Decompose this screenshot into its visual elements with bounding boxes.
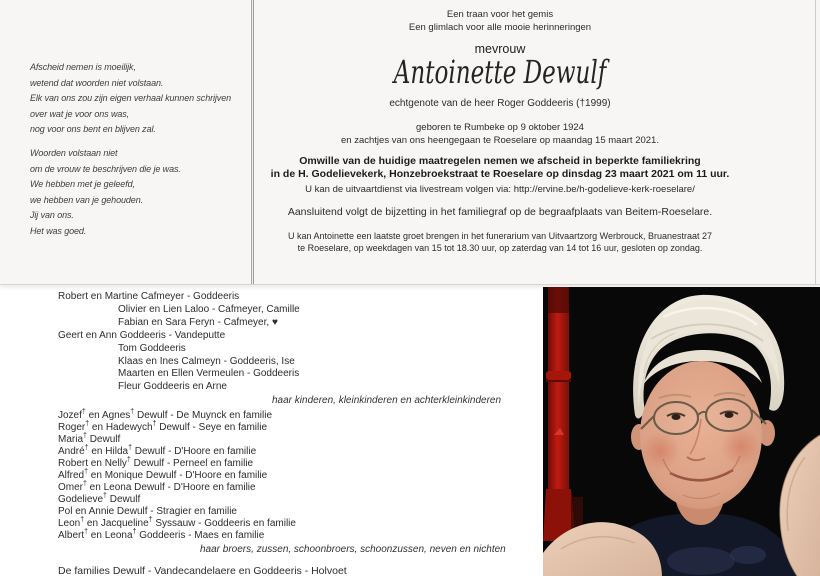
poem-line: Elk van ons zou zijn eigen verhaal kunnen schrijven [30, 93, 232, 104]
poem-line: om de vrouw te beschrijven die je was. [30, 163, 181, 174]
family-child-row: Fleur Goddeeris en Arne [118, 381, 227, 393]
intro-line-2: Een glimlach voor alle mooie herinneringen [408, 22, 592, 33]
navy-sheen [667, 547, 735, 575]
card-right-edge [815, 0, 816, 284]
poem-line: over wat je voor ons was, [30, 108, 130, 119]
family-child-row: Olivier en Lien Laloo - Cafmeyer, Camille [118, 303, 300, 315]
poem-line: Jij van ons. [30, 210, 74, 221]
card-fold-line [251, 0, 254, 284]
siblings-caption: haar broers, zussen, schoonbroers, schoonzussen, neven en nichten [200, 544, 506, 556]
memorial-poem [30, 60, 245, 240]
burial-line: Aansluitend volgt de bijzetting in het familiegraf op de begraafplaats van Beitem-Roeselare. [287, 206, 713, 218]
service-notice-line-1: Omwille van de huidige maatregelen nemen we afscheid in beperkte familiekring [299, 155, 701, 167]
birth-line: geboren te Rumbeke op 9 oktober 1924 [416, 122, 584, 133]
memorial-card-scan [0, 0, 820, 284]
intro-line-1: Een traan voor het gemis [446, 9, 554, 20]
eye-pupil [672, 414, 681, 420]
family-child-row: Robert en Martine Cafmeyer - Goddeeris [58, 291, 240, 302]
deceased-name: Antoinette Dewulf [393, 53, 607, 91]
eye-pupil [725, 412, 734, 418]
family-sibling-row: Omer† en Leona Dewulf - D'Hoore en familie [58, 480, 256, 494]
family-sibling-row: Pol en Annie Dewulf - Stragier en familie [58, 506, 237, 518]
family-sibling-row: Godelieve† Dewulf [58, 492, 141, 506]
poem-line: We hebben met je geleefd, [30, 179, 135, 190]
family-sibling-row: Maria† Dewulf [58, 432, 121, 446]
family-sibling-row: Jozef† en Agnes† Dewulf - De Muynck en familie [58, 408, 273, 422]
family-sibling-row: André† en Hilda† Dewulf - D'Hoore en familie [58, 444, 257, 458]
poem-line: nog voor ons bent en blijven zal. [30, 124, 156, 135]
death-line: en zachtjes van ons heengegaan te Roeselare op maandag 15 maart 2021. [341, 135, 659, 146]
family-sibling-row: Roger† en Hadewych† Dewulf - Seye en familie [58, 420, 268, 434]
family-sibling-row: Leon† en Jacqueline† Syssauw - Goddeeris en familie [58, 516, 296, 530]
family-sibling-row: Robert en Nelly† Dewulf - Perneel en familie [58, 456, 254, 470]
honorific: mevrouw [474, 42, 526, 56]
portrait-photo [543, 287, 820, 576]
family-child-row: Geert en Ann Goddeeris - Vandeputte [58, 329, 226, 341]
family-sibling-row: Alfred† en Monique Dewulf - D'Hoore en familie [58, 468, 268, 482]
family-child-row: Fabian en Sara Feryn - Cafmeyer, ♥ [118, 316, 278, 328]
family-child-row: Maarten en Ellen Vermeulen - Goddeeris [118, 368, 300, 380]
poem-line: Het was goed. [30, 225, 87, 236]
service-notice-line-2: in de H. Godelievekerk, Honzebroekstraat te Roeselare op dinsdag 23 maart 2021 om 11 uur. [270, 168, 730, 180]
cheek-blush [721, 427, 761, 467]
family-sibling-row: Albert† en Leona† Goddeeris - Maes en familie [58, 528, 265, 542]
livestream-line: U kan de uitvaartdienst via livestream volgen via: http://ervine.be/h-godelieve-kerk-roeselare/ [305, 184, 695, 195]
siblings-group [58, 410, 548, 542]
family-child-row: Tom Goddeeris [118, 342, 186, 354]
poem-line: wetend dat woorden niet volstaan. [30, 77, 164, 88]
navy-sheen [730, 546, 766, 564]
family-child-row: Klaas en Ines Calmeyn - Goddeeris, Ise [118, 355, 295, 367]
spouse-line: echtgenote van de heer Roger Goddeeris (†1999) [389, 98, 611, 109]
poem-line: Afscheid nemen is moeilijk, [30, 62, 136, 72]
family-list [58, 291, 548, 576]
funerarium-line-2: te Roeselare, op weekdagen van 15 tot 18.30 uur, op zaterdag van 14 tot 16 uur, gesloten op zondag. [297, 243, 703, 253]
families-line: De families Dewulf - Vandecandelaere en Goddeeris - Holvoet [58, 565, 347, 576]
cheek-blush [640, 431, 680, 471]
funerarium-line-1: U kan Antoinette een laatste groet brengen in het funerarium van Uitvaartzorg Werbrouck, Bruanestraat 27 [287, 231, 713, 241]
children-caption: haar kinderen, kleinkinderen en achterkleinkinderen [272, 395, 502, 407]
poem-line: we hebben van je gehouden. [30, 194, 143, 205]
poem-line: Woorden volstaan niet [30, 147, 118, 158]
